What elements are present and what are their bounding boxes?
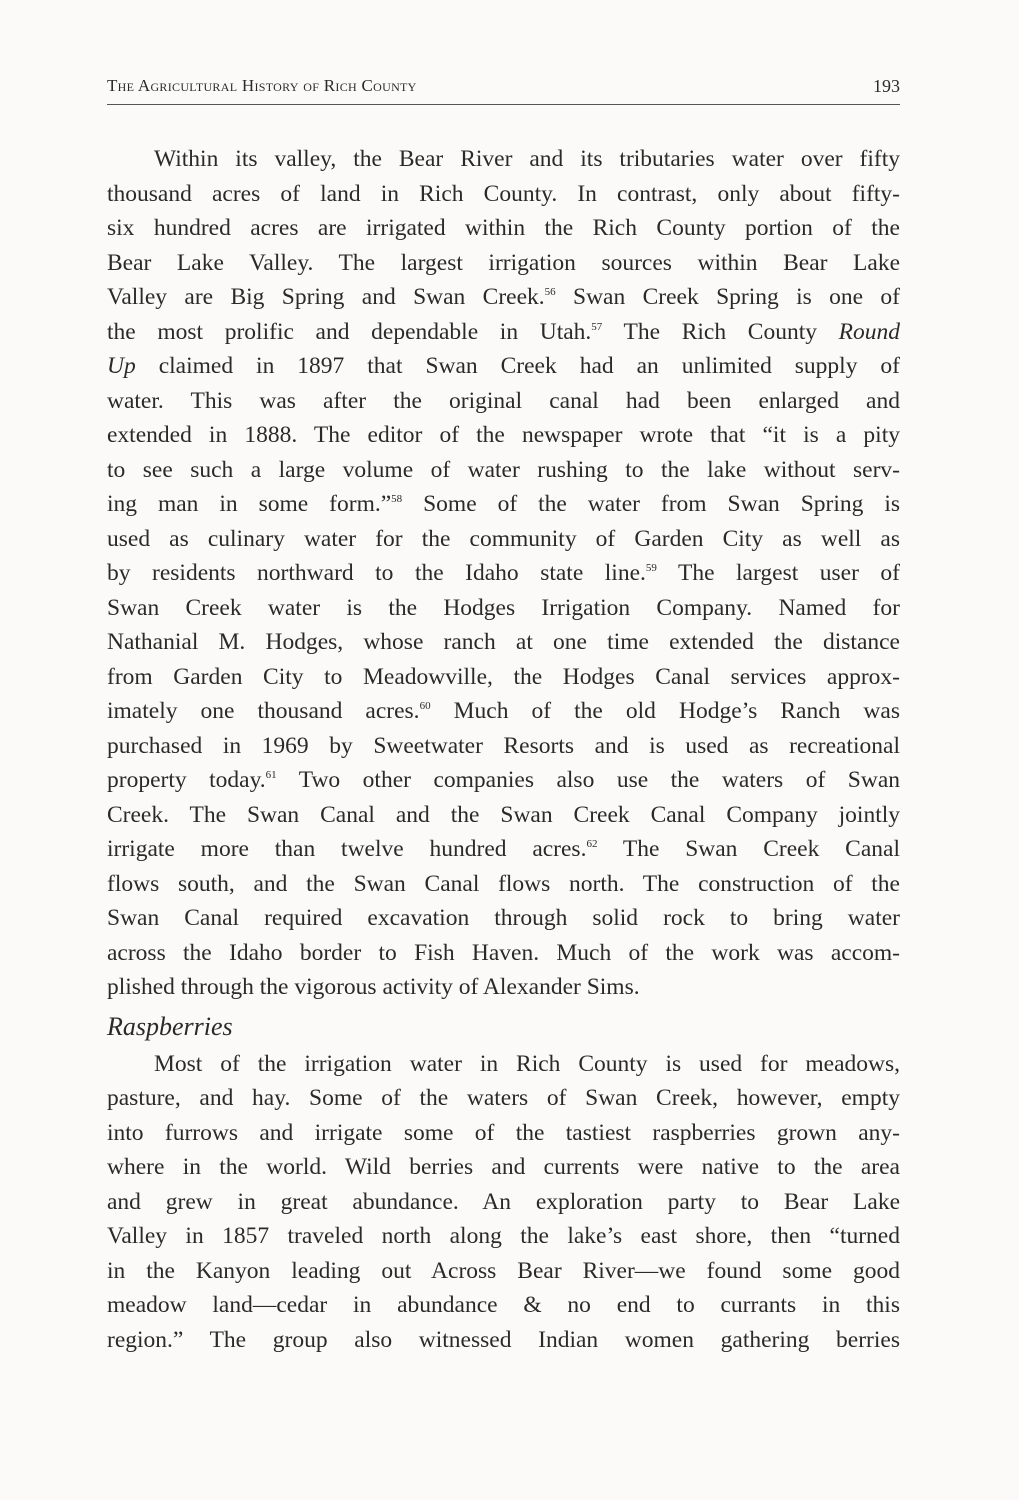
running-header [107, 74, 900, 105]
footnote-ref: 60 [419, 700, 431, 712]
text-line [107, 1150, 900, 1185]
footnote-ref: 61 [265, 769, 277, 781]
text-span: Most of the irrigation water in Rich County is used for meadows, [154, 1050, 900, 1077]
text-line [107, 246, 900, 281]
text-span: Much of the old Hodge’s Ranch was [430, 698, 900, 724]
text-span: imately one thousand acres. [107, 698, 420, 724]
text-span: claimed in 1897 that Swan Creek had an unlimited supply of [135, 353, 900, 379]
text-line [107, 1047, 900, 1082]
text-span: used as culinary water for the community of Garden City as well as [107, 525, 900, 552]
text-line [107, 591, 900, 626]
text-line [107, 556, 900, 591]
text-span: The largest user of [656, 560, 900, 586]
text-span: Swan Canal required excavation through solid rock to bring water [107, 905, 900, 931]
text-line [107, 211, 900, 246]
text-line [107, 522, 900, 557]
footnote-ref: 56 [544, 286, 556, 298]
text-span: and grew in great abundance. An exploration party to Bear Lake [107, 1188, 900, 1215]
text-line [107, 1116, 900, 1151]
paragraph [107, 1047, 900, 1358]
text-span: Two other companies also use the waters of Swan [276, 767, 900, 793]
text-line [107, 1254, 900, 1289]
footnote-ref: 58 [391, 493, 403, 505]
text-line [107, 418, 900, 453]
text-span: thousand acres of land in Rich County. In contrast, only about fifty- [107, 180, 900, 207]
text-line [107, 1081, 900, 1116]
text-span: Swan Creek water is the Hodges Irrigation Company. Named for [107, 594, 900, 621]
text-line [107, 901, 900, 936]
text-span: Valley are Big Spring and Swan Creek. [107, 284, 545, 310]
text-line [107, 729, 900, 764]
text-span: extended in 1888. The editor of the newspaper wrote that “it is a pity [107, 422, 900, 448]
italic-text: Up [107, 353, 136, 379]
text-span: ing man in some form.” [107, 491, 392, 517]
running-title: The Agricultural History of Rich County [107, 76, 417, 95]
text-span: The Rich County [602, 318, 839, 345]
paragraph [107, 142, 900, 1005]
text-line [107, 660, 900, 695]
text-line [107, 453, 900, 488]
text-line [107, 142, 900, 177]
text-line [107, 694, 900, 729]
footnote-ref: 62 [586, 838, 598, 850]
footnote-ref: 57 [591, 320, 603, 333]
text-span: region.” The group also witnessed Indian women gathering berries [107, 1326, 900, 1353]
page-number: 193 [873, 76, 900, 96]
text-span: property today. [107, 767, 266, 793]
text-line [107, 763, 900, 798]
footnote-ref: 59 [645, 562, 657, 574]
text-span: in the Kanyon leading out Across Bear River—we found some good [107, 1257, 900, 1284]
text-span: across the Idaho border to Fish Haven. Much of the work was accom- [107, 939, 900, 966]
text-line [107, 625, 900, 660]
text-span: plished through the vigorous activity of Alexander Sims. [107, 974, 640, 1000]
text-span: by residents northward to the Idaho state line. [107, 560, 646, 586]
text-span: where in the world. Wild berries and currents were native to the area [107, 1154, 900, 1180]
text-line [107, 867, 900, 902]
text-line [107, 384, 900, 419]
text-line [107, 832, 900, 867]
text-line [107, 177, 900, 212]
text-span: flows south, and the Swan Canal flows north. The construction of the [107, 870, 900, 897]
text-span: Creek. The Swan Canal and the Swan Creek Canal Company jointly [107, 801, 900, 828]
text-span: to see such a large volume of water rushing to the lake without serv- [107, 456, 900, 483]
text-line [107, 970, 900, 1005]
text-line [107, 1323, 900, 1358]
text-span: Bear Lake Valley. The largest irrigation sources within Bear Lake [107, 249, 900, 276]
section-heading: Raspberries [107, 1011, 233, 1041]
text-span: the most prolific and dependable in Utah. [107, 318, 592, 345]
text-span: from Garden City to Meadowville, the Hodges Canal services approx- [107, 663, 900, 690]
text-span: irrigate more than twelve hundred acres. [107, 836, 587, 862]
text-line [107, 798, 900, 833]
text-span: Some of the water from Swan Spring is [402, 491, 900, 517]
text-line [107, 349, 900, 384]
text-line [107, 1219, 900, 1254]
text-span: into furrows and irrigate some of the tastiest raspberries grown any- [107, 1119, 900, 1146]
text-line [107, 280, 900, 315]
text-span: six hundred acres are irrigated within the Rich County portion of the [107, 215, 900, 241]
text-line [107, 315, 900, 350]
page-body [107, 142, 900, 1357]
text-span: purchased in 1969 by Sweetwater Resorts and is used as recreational [107, 732, 900, 759]
text-line [107, 1185, 900, 1220]
text-line [107, 1288, 900, 1323]
text-span: The Swan Creek Canal [597, 836, 900, 862]
text-span: water. This was after the original canal had been enlarged and [107, 387, 900, 414]
text-span: pasture, and hay. Some of the waters of Swan Creek, however, empty [107, 1085, 900, 1111]
text-span: Valley in 1857 traveled north along the lake’s east shore, then “turned [107, 1223, 900, 1249]
text-span: Swan Creek Spring is one of [555, 284, 900, 310]
text-span: Nathanial M. Hodges, whose ranch at one time extended the distance [107, 629, 900, 655]
italic-text: Round [838, 318, 900, 345]
text-span: Within its valley, the Bear River and its tributaries water over fifty [154, 146, 900, 172]
text-line [107, 487, 900, 522]
text-line [107, 936, 900, 971]
text-span: meadow land—cedar in abundance & no end to currants in this [107, 1292, 900, 1318]
